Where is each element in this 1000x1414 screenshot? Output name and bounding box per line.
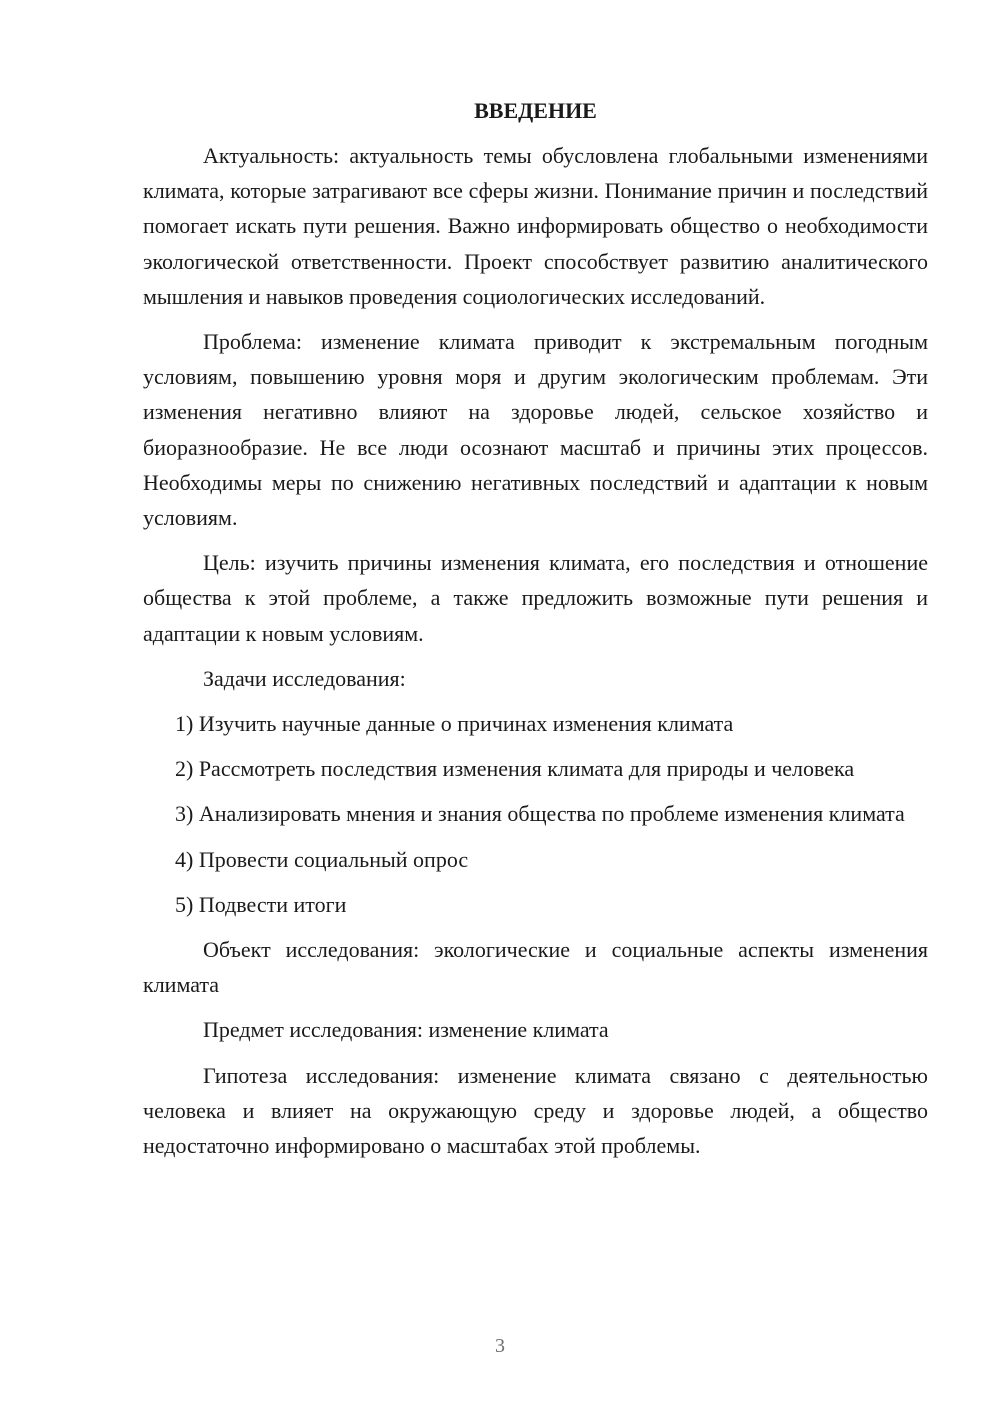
paragraph-subject: Предмет исследования: изменение климата bbox=[203, 1017, 609, 1043]
page-heading: ВВЕДЕНИЕ bbox=[474, 98, 597, 123]
page-number: 3 bbox=[495, 1335, 505, 1357]
paragraph-goal: Цель: изучить причины изменения климата, его последствия и отношение общества к этой проблеме, а также предложить возможные пути решения и адаптации к новым условиям. bbox=[143, 550, 928, 646]
task-item: 5) Подвести итоги bbox=[175, 891, 347, 917]
task-item: 1) Изучить научные данные о причинах изменения климата bbox=[175, 711, 734, 737]
page-content bbox=[143, 96, 928, 1173]
paragraph-hypothesis: Гипотеза исследования: изменение климата связано с деятельностью человека и влияет на окружающую среду и здоровье людей, а общество недостаточно информировано о масштабах этой проблемы. bbox=[143, 1062, 928, 1159]
task-item: 3) Анализировать мнения и знания общества по проблеме изменения климата bbox=[175, 801, 905, 827]
task-item: 2) Рассмотреть последствия изменения климата для природы и человека bbox=[175, 756, 855, 782]
paragraph-problem: Проблема: изменение климата приводит к экстремальным погодным условиям, повышению уровня моря и другим экологическим проблемам. Эти изменения негативно влияют на здоровье людей, сельское хозяйство и биоразнообразие. Не все люди осознают масштаб и причины этих процессов. Необходимы меры по снижению негативных последствий и адаптации к новым условиям. bbox=[143, 329, 928, 531]
paragraph-relevance: Актуальность: актуальность темы обусловлена глобальными изменениями климата, которые затрагивают все сферы жизни. Понимание причин и последствий помогает искать пути решения. Важно информировать общество о необходимости экологической ответственности. Проект способствует развитию аналитического мышления и навыков проведения социологических исследований. bbox=[143, 143, 928, 309]
task-item: 4) Провести социальный опрос bbox=[175, 846, 469, 872]
paragraph-object: Объект исследования: экологические и социальные аспекты изменения климата bbox=[143, 937, 928, 998]
tasks-title: Задачи исследования: bbox=[203, 665, 406, 691]
